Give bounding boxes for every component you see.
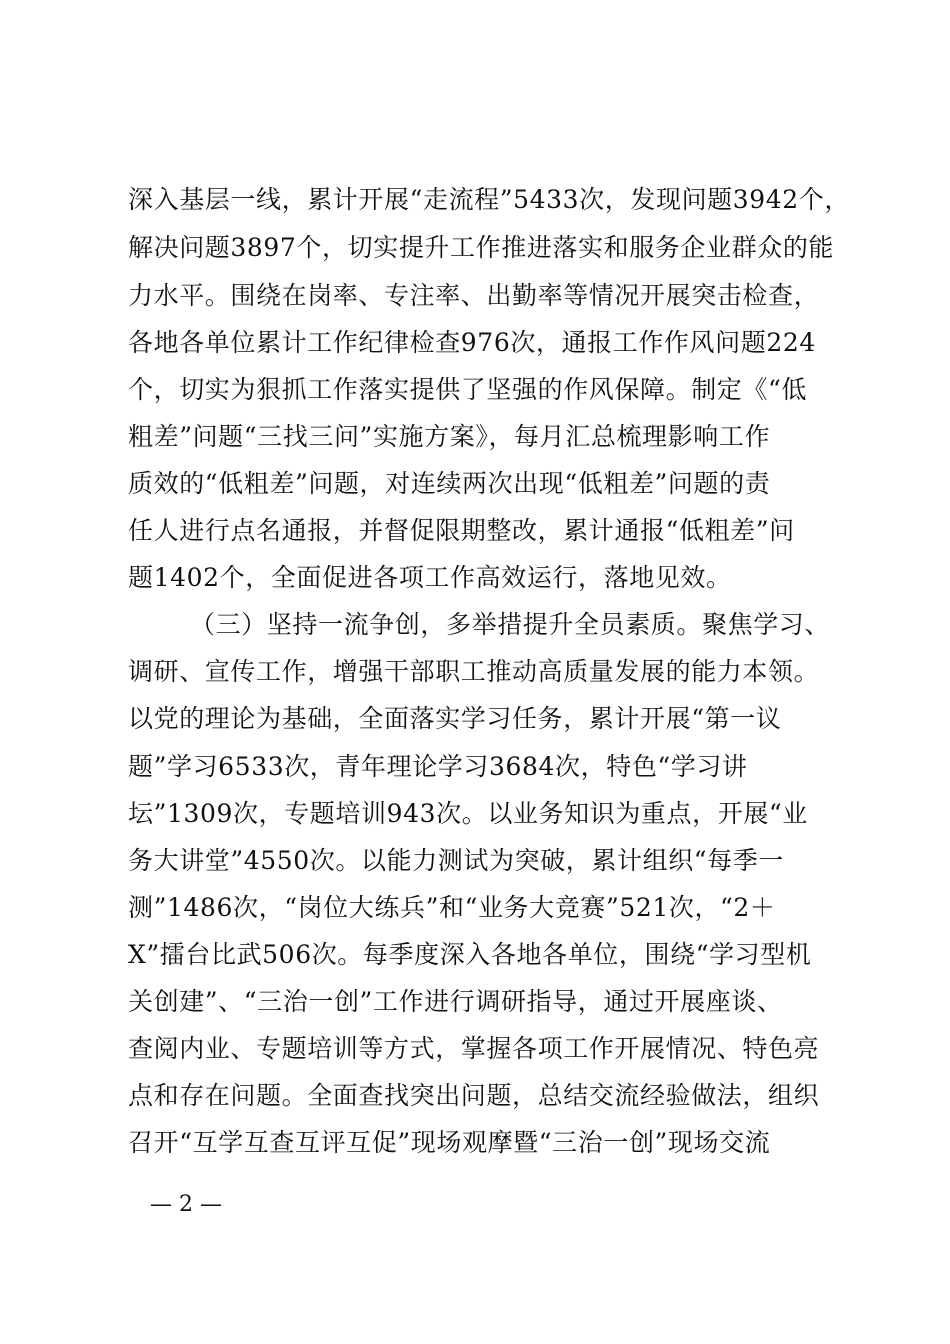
body-text-line: 坛”1309次，专题培训943次。以业务知识为重点，开展“业 [128,799,808,828]
body-text-line: 以党的理论为基础，全面落实学习任务，累计开展“第一议 [128,704,782,733]
page-number: — 2 — [150,1192,222,1217]
body-text-line: 质效的“低粗差”问题，对连续两次出现“低粗差”问题的责 [128,469,771,498]
body-text-line: 务大讲堂”4550次。以能力测试为突破，累计组织“每季一 [128,846,784,875]
body-text-line: 解决问题3897个，切实提升工作推进落实和服务企业群众的能 [128,233,835,262]
body-text-line: 粗差”问题“三找三问”实施方案》，每月汇总梳理影响工作 [128,422,771,451]
body-text-line: 召开“互学互查互评互促”现场观摩暨“三治一创”现场交流 [128,1128,771,1157]
body-text-line: 题”学习6533次，青年理论学习3684次，特色“学习讲 [128,752,748,781]
body-text-line: 调研、宣传工作，增强干部职工推动高质量发展的能力本领。 [128,657,820,686]
body-text-line: 测”1486次，“岗位大练兵”和“业务大竞赛”521次，“2＋ [128,893,776,922]
body-text-line: 深入基层一线，累计开展“走流程”5433次，发现问题3942个， [128,185,851,214]
body-text-line: 查阅内业、专题培训等方式，掌握各项工作开展情况、特色亮 [128,1034,820,1063]
body-text-line: 题1402个，全面促进各项工作高效运行，落地见效。 [128,563,732,592]
body-text-line: 力水平。围绕在岗率、专注率、出勤率等情况开展突击检查， [128,281,820,310]
body-text-line: 关创建”、“三治一创”工作进行调研指导，通过开展座谈、 [128,987,783,1016]
body-text-line: X”擂台比武506次。每季度深入各地各单位，围绕“学习型机 [128,940,812,969]
body-text-line: 个，切实为狠抓工作落实提供了坚强的作风保障。制定《“低 [128,375,807,404]
body-text-line: 点和存在问题。全面查找突出问题，总结交流经验做法，组织 [128,1081,820,1110]
body-text-line: 各地各单位累计工作纪律检查976次，通报工作作风问题224 [128,328,816,357]
body-text-line: 任人进行点名通报，并督促限期整改，累计通报“低粗差”问 [128,516,795,545]
section-heading-line: （三）坚持一流争创，多举措提升全员素质。聚焦学习、 [190,610,831,639]
